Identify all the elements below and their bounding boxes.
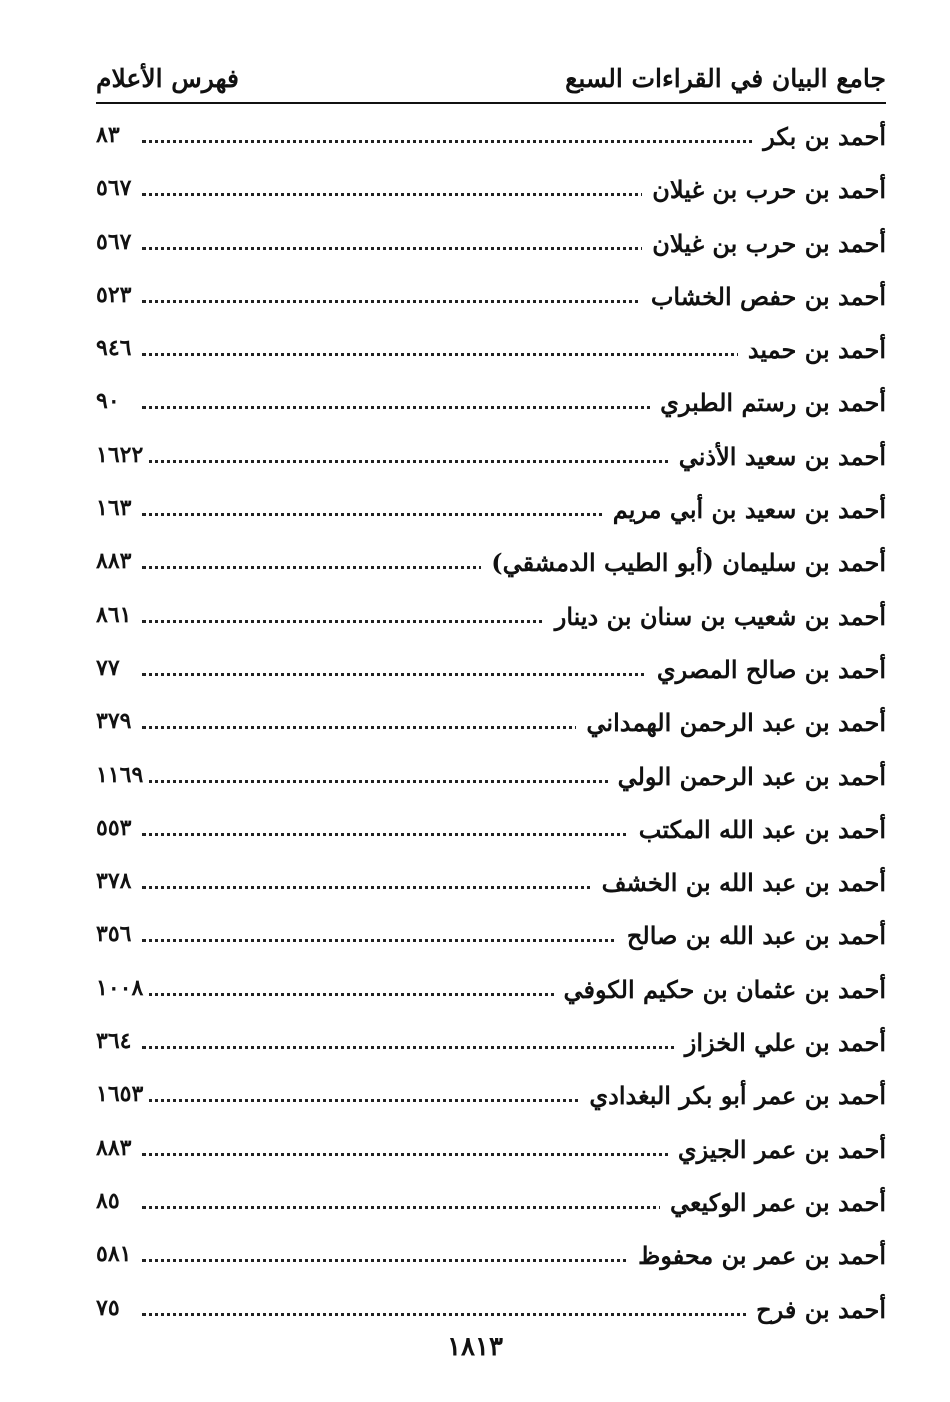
index-entry (96, 1018, 886, 1071)
entry-page-number: ٧٥ (96, 1295, 124, 1321)
index-entry (96, 645, 886, 698)
entry-name: أحمد بن حفص الخشاب (641, 282, 886, 311)
index-entry (96, 112, 886, 165)
index-entry (96, 752, 886, 805)
entry-page-number: ١١٦٩ (96, 762, 147, 788)
entry-name: أحمد بن عمر الجيزي (668, 1135, 886, 1164)
entry-page-number: ١٦٢٢ (96, 442, 147, 468)
page-number: ١٨١٣ (447, 1332, 503, 1362)
entry-name: أحمد بن عمر أبو بكر البغدادي (579, 1081, 886, 1110)
entry-page-number: ٥٢٣ (96, 282, 135, 308)
entry-name: أحمد بن حميد (738, 335, 886, 364)
entry-page-number: ٣٥٦ (96, 921, 135, 947)
entry-name: أحمد بن عبد الله بن الخشف (592, 868, 886, 897)
entry-page-number: ٨٨٣ (96, 548, 135, 574)
entry-page-number: ٨٣ (96, 122, 124, 148)
running-header (96, 58, 886, 104)
entry-page-number: ٣٧٨ (96, 868, 135, 894)
index-entry (96, 1231, 886, 1284)
entry-page-number: ٥٦٧ (96, 229, 135, 255)
entry-page-number: ١٦٥٣ (96, 1081, 147, 1107)
entry-name: أحمد بن عمر بن محفوظ (628, 1241, 886, 1270)
entry-name: أحمد بن عبد الله بن صالح (617, 921, 886, 950)
entry-name: أحمد بن سليمان (أبو الطيب الدمشقي) (481, 548, 886, 577)
entry-page-number: ٣٧٩ (96, 708, 135, 734)
entry-name: أحمد بن عبد الله المكتب (629, 815, 886, 844)
index-entry (96, 805, 886, 858)
entry-name: أحمد بن صالح المصري (647, 655, 886, 684)
index-entry (96, 698, 886, 751)
entry-name: أحمد بن عبد الرحمن الولي (608, 762, 886, 791)
entry-name: أحمد بن شعيب بن سنان بن دينار (545, 602, 886, 631)
entry-page-number: ٨٦١ (96, 602, 135, 628)
entry-page-number: ٨٨٣ (96, 1135, 135, 1161)
index-entry (96, 858, 886, 911)
index-entry (96, 325, 886, 378)
entry-name: أحمد بن سعيد الأذني (669, 442, 886, 471)
index-entry (96, 485, 886, 538)
entry-page-number: ٧٧ (96, 655, 124, 681)
entry-page-number: ٣٦٤ (96, 1028, 135, 1054)
index-entry (96, 1125, 886, 1178)
entry-name: أحمد بن حرب بن غيلان (642, 229, 886, 258)
entry-name: أحمد بن عبد الرحمن الهمداني (576, 708, 886, 737)
entry-name: أحمد بن سعيد بن أبي مريم (603, 495, 886, 524)
index-entry (96, 1071, 886, 1124)
index-entry (96, 1285, 886, 1338)
entry-page-number: ٩٤٦ (96, 335, 135, 361)
entry-name: أحمد بن رستم الطبري (650, 388, 886, 417)
entry-page-number: ٥٦٧ (96, 175, 135, 201)
index-entry (96, 592, 886, 645)
index-entry (96, 165, 886, 218)
index-entry (96, 432, 886, 485)
entry-name: أحمد بن عمر الوكيعي (660, 1188, 886, 1217)
section-title: فهرس الأعلام (96, 64, 240, 93)
entry-page-number: ٥٨١ (96, 1241, 135, 1267)
index-entry (96, 965, 886, 1018)
entry-page-number: ١٦٣ (96, 495, 135, 521)
entry-page-number: ٩٠ (96, 388, 124, 414)
entry-name: أحمد بن فرح (746, 1295, 886, 1324)
index-entries-list (96, 112, 886, 1338)
entry-name: أحمد بن حرب بن غيلان (642, 175, 886, 204)
index-entry (96, 272, 886, 325)
entry-name: أحمد بن عثمان بن حكيم الكوفي (554, 975, 886, 1004)
entry-page-number: ٨٥ (96, 1188, 124, 1214)
book-title: جامع البيان في القراءات السبع (565, 64, 886, 93)
index-entry (96, 911, 886, 964)
entry-name: أحمد بن بكر (753, 122, 886, 151)
entry-page-number: ٥٥٣ (96, 815, 135, 841)
index-entry (96, 538, 886, 591)
entry-page-number: ١٠٠٨ (96, 975, 147, 1001)
index-entry (96, 378, 886, 431)
index-entry (96, 1178, 886, 1231)
entry-name: أحمد بن علي الخزاز (675, 1028, 886, 1057)
index-entry (96, 219, 886, 272)
